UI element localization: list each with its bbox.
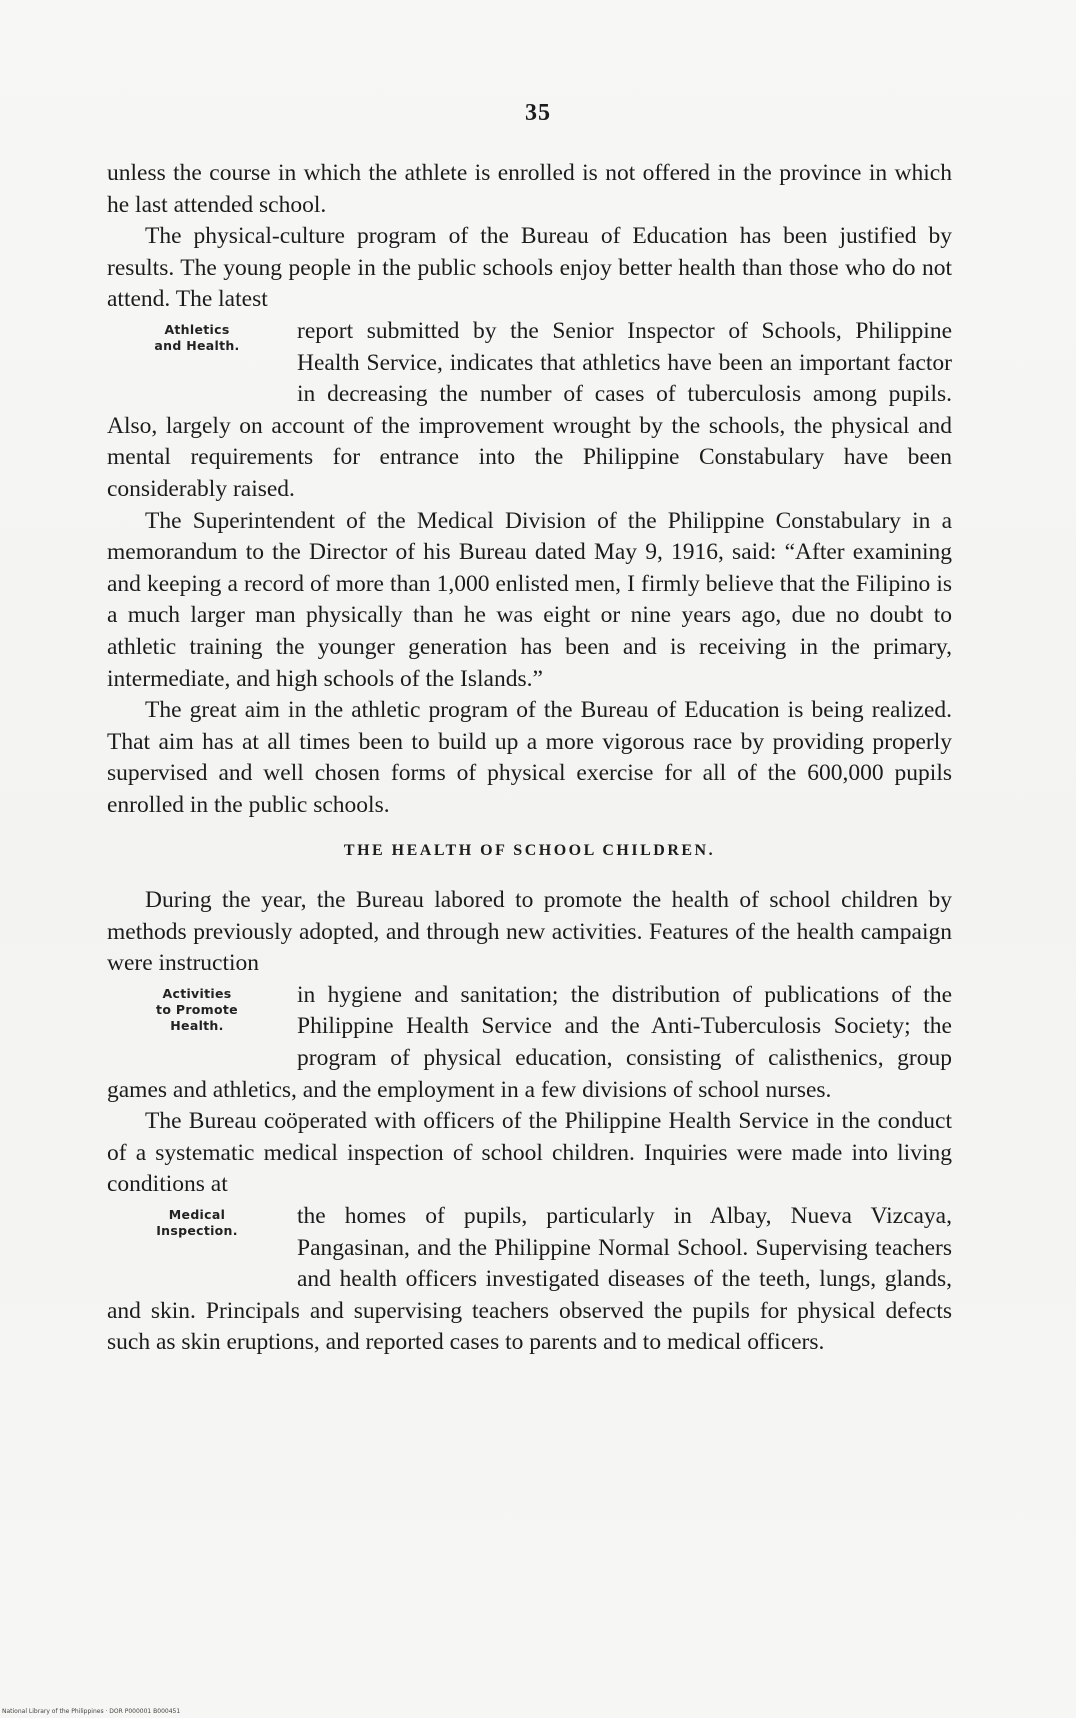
paragraph-text-lead: The physical-culture program of the Bureau of Education has been justified by results. The young people in the public schools enjoy better health than those who do not attend. The latest bbox=[107, 223, 952, 313]
margin-note-line: Inspection. bbox=[156, 1223, 238, 1238]
margin-note-line: Activities bbox=[162, 985, 232, 1001]
margin-note-line: Health. bbox=[170, 1017, 224, 1033]
margin-note-medical bbox=[107, 1201, 297, 1295]
paragraph-text-wrap: the homes of pupils, particularly in Albay, Nueva Vizcaya, Pangasinan, and the Philippine Normal School. Supervising teachers and health officers investigated diseases of the teeth, lungs, glands, and skin. Principals and supervising teachers observed the pupils for physical defects such as skin eruptions, and reported cases to parents and to medical officers. bbox=[107, 1203, 952, 1356]
paragraph-text-lead: The Bureau coöperated with officers of the Philippine Health Service in the conduct of a systematic medical inspection of school children. Inquiries were made into living conditions at bbox=[107, 1108, 952, 1198]
page-number: 35 bbox=[525, 100, 551, 126]
margin-note-line: Medical bbox=[168, 1207, 226, 1222]
paragraph-great-aim: The great aim in the athletic program of the Bureau of Education is being realized. That aim has at all times been to build up a more vigorous race by providing properly supervised and well chosen forms of physical exercise for all of the 600,000 pupils enrolled in the public schools. bbox=[107, 697, 952, 818]
paragraph-superintendent: The Superintendent of the Medical Division of the Philippine Constabulary in a memorandum to the Director of his Bureau dated May 9, 1916, said: “After examining and keeping a record of more than 1,000 enlisted men, I firmly believe that the Filipino is a much larger man physically than he was eight or nine years ago, due no doubt to athletic training the younger generation has been and is receiving in the primary, intermediate, and high schools of the Islands.” bbox=[107, 507, 952, 692]
paragraph-physical-culture bbox=[107, 221, 952, 505]
margin-note-athletics bbox=[107, 316, 297, 410]
paragraph-health-campaign bbox=[107, 885, 952, 1106]
scan-footer: National Library of the Philippines · DOR P000001 B000451 bbox=[2, 1708, 181, 1715]
margin-note-line: and Health. bbox=[154, 337, 240, 353]
paragraph-medical-inspection bbox=[107, 1106, 952, 1359]
paragraph-text-lead: During the year, the Bureau labored to promote the health of school children by methods previously adopted, and through new activities. Features of the health campaign were instruction bbox=[107, 887, 952, 977]
margin-note-activities bbox=[107, 980, 297, 1074]
paragraph-continuation: unless the course in which the athlete is enrolled is not offered in the province in which he last attended school. bbox=[107, 160, 952, 218]
paragraph-text-wrap: report submitted by the Senior Inspector of Schools, Philippine Health Service, indicates that athletics have been an important factor in decreasing the number of cases of tuberculosis among pupils. Also, largely on account of the improvement wrought by the schools, the physical and mental requirements for entrance into the Philippine Constabulary have been considerably raised. bbox=[107, 317, 952, 502]
section-heading: THE HEALTH OF SCHOOL CHILDREN. bbox=[343, 842, 716, 860]
margin-note-line: Athletics bbox=[164, 321, 230, 337]
paragraph-text-wrap: in hygiene and sanitation; the distribution of publications of the Philippine Health Service and the Anti-Tuberculosis Society; the program of physical education, consisting of calisthenics, group games and athletics, and the employment in a few divisions of school nurses. bbox=[107, 981, 952, 1103]
margin-note-line: to Promote bbox=[156, 1001, 238, 1017]
body-text bbox=[107, 158, 952, 1359]
